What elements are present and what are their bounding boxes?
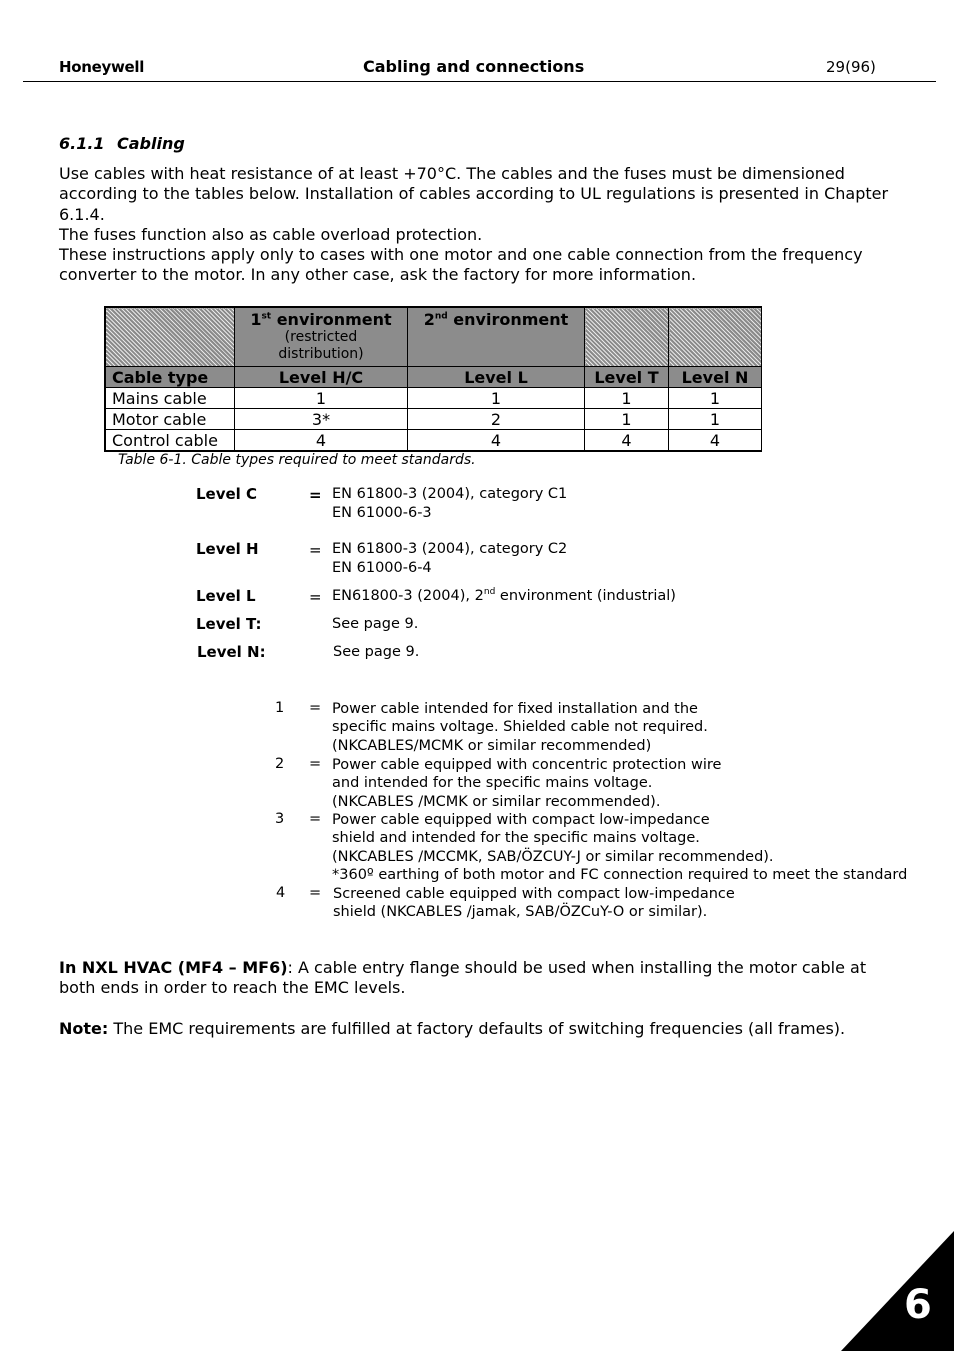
level-c-value: EN 61800-3 (2004), category C1 EN 61000-6-3 xyxy=(332,486,568,521)
level-h-value: EN 61800-3 (2004), category C2 EN 61000-6-4 xyxy=(332,541,568,576)
note-text: Screened cable equipped with compact low-impedance shield (NKCABLES /jamak, SAB/ÖZCuY-O or similar). xyxy=(333,886,735,921)
table-row xyxy=(106,430,762,451)
table-env-row xyxy=(106,308,762,367)
note-number: 4 xyxy=(276,885,286,901)
col-header: Level H/C xyxy=(235,367,408,388)
table-cell: 1 xyxy=(585,388,669,409)
table-cell: 1 xyxy=(669,388,762,409)
header-rule xyxy=(23,81,936,82)
col-header: Level T xyxy=(585,367,669,388)
note-number: 2 xyxy=(275,756,285,772)
table-cell: 1 xyxy=(235,388,408,409)
table-row xyxy=(106,409,762,430)
section-heading xyxy=(59,134,185,153)
level-h-key: Level H xyxy=(196,540,259,558)
note-eq: = xyxy=(309,700,322,716)
table-cell: Motor cable xyxy=(106,409,235,430)
level-h-eq: = xyxy=(309,541,322,559)
chapter-number: 6 xyxy=(904,1282,932,1328)
intro-text xyxy=(59,164,889,286)
col-header: Level N xyxy=(669,367,762,388)
intro-paragraph: These instructions apply only to cases with one motor and one cable connection from the frequency converter to the motor. In any other case, ask the factory for more information. xyxy=(59,245,863,285)
table-cell: 4 xyxy=(408,430,585,451)
note-text: Power cable intended for fixed installation and the specific mains voltage. Shielded cable not required. (NKCABLES/MCMK or similar recommended) xyxy=(332,701,708,754)
brand-logo: Honeywell xyxy=(59,58,145,76)
note-text: Power cable equipped with concentric protection wire and intended for the specific mains voltage. (NKCABLES /MCMK or similar recommended). xyxy=(332,757,722,810)
hvac-lead: In NXL HVAC (MF4 – MF6) xyxy=(59,958,288,977)
section-number: 6.1.1 xyxy=(59,134,105,153)
page-number: 29(96) xyxy=(826,58,876,76)
note-eq: = xyxy=(309,811,322,827)
note-text: Power cable equipped with compact low-impedance shield and intended for the specific mains voltage. (NKCABLES /MCCMK, SAB/ÖZCUY-J or similar recommended). *360º earthing of both motor and FC connection required to meet the standard xyxy=(332,812,908,884)
table-cell: Control cable xyxy=(106,430,235,451)
level-t-key: Level T: xyxy=(196,615,262,633)
note-number: 3 xyxy=(275,811,285,827)
table-cell: 2 xyxy=(408,409,585,430)
env1-subtitle: (restricted distribution) xyxy=(278,329,364,362)
table-cell: 1 xyxy=(585,409,669,430)
note-eq: = xyxy=(309,756,322,772)
hatched-cell xyxy=(669,308,762,367)
note-eq: = xyxy=(309,885,322,901)
env1-header: 1st environment (restricted distribution) xyxy=(235,308,408,367)
table-cell: 1 xyxy=(408,388,585,409)
table-header-row xyxy=(106,367,762,388)
level-l-value: EN61800-3 (2004), 2nd environment (industrial) xyxy=(332,587,676,604)
table-caption: Table 6-1. Cable types required to meet standards. xyxy=(118,452,476,468)
level-n-value: See page 9. xyxy=(333,644,420,660)
cable-type-table xyxy=(104,306,762,452)
note-number: 1 xyxy=(275,700,285,716)
level-l-eq: = xyxy=(309,588,322,606)
table-row xyxy=(106,388,762,409)
note-lead: Note: xyxy=(59,1019,109,1038)
hatched-cell xyxy=(585,308,669,367)
table-cell: 1 xyxy=(669,409,762,430)
header-title: Cabling and connections xyxy=(363,57,585,76)
hvac-paragraph: In NXL HVAC (MF4 – MF6): A cable entry flange should be used when installing the motor cable at both ends in order to reach the EMC levels. xyxy=(59,958,867,998)
intro-paragraph: The fuses function also as cable overload protection. xyxy=(59,224,483,244)
intro-paragraph: Use cables with heat resistance of at least +70°C. The cables and the fuses must be dimensioned according to the tables below. Installation of cables according to UL regulations is presented in Chapter 6.1.4. xyxy=(59,164,889,224)
section-title: Cabling xyxy=(117,134,185,153)
note-paragraph: Note: The EMC requirements are fulfilled at factory defaults of switching frequencies (all frames). xyxy=(59,1019,846,1038)
col-header: Level L xyxy=(408,367,585,388)
chapter-tab xyxy=(841,1231,954,1351)
col-header: Cable type xyxy=(106,367,235,388)
env2-header: 2nd environment xyxy=(408,308,585,367)
table-cell: 4 xyxy=(585,430,669,451)
level-t-value: See page 9. xyxy=(332,616,419,632)
table-cell: 4 xyxy=(235,430,408,451)
level-c-key: Level C xyxy=(196,485,258,503)
hatched-cell xyxy=(106,308,235,367)
table-cell: 4 xyxy=(669,430,762,451)
table-cell: Mains cable xyxy=(106,388,235,409)
table-cell: 3* xyxy=(235,409,408,430)
level-n-key: Level N: xyxy=(197,643,266,661)
level-c-eq: = xyxy=(309,486,322,504)
level-l-key: Level L xyxy=(196,587,256,605)
